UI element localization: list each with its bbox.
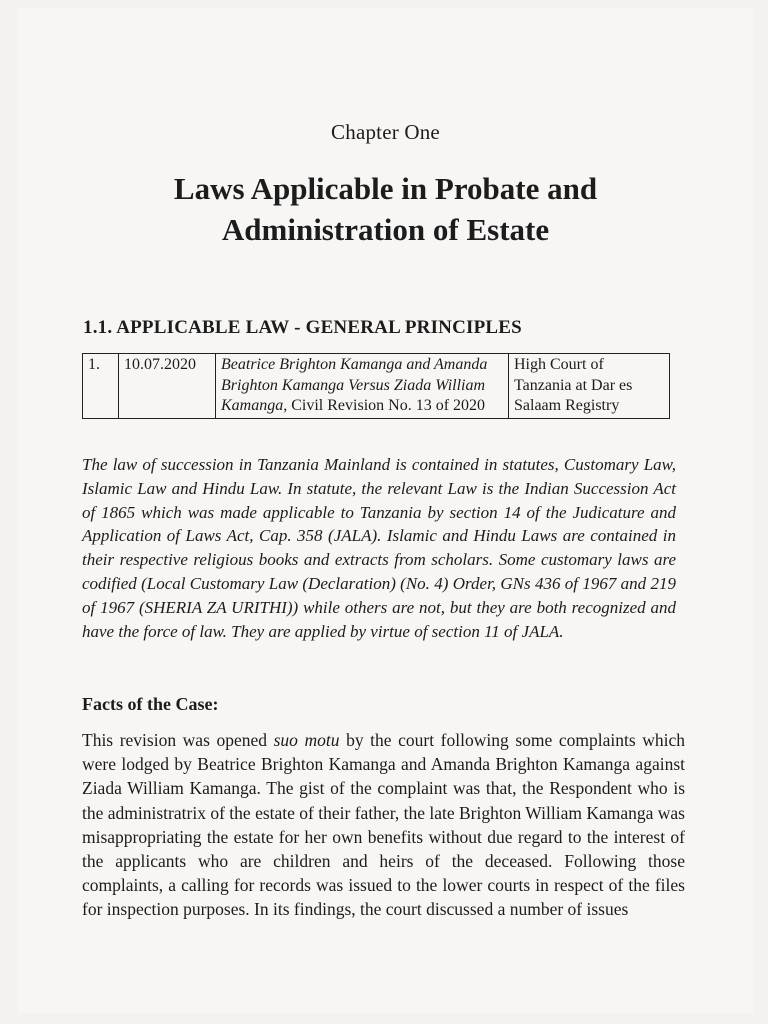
- chapter-title: [18, 168, 753, 250]
- case-citation: [216, 354, 509, 419]
- case-court: High Court of Tanzania at Dar es Salaam Registry: [509, 354, 670, 419]
- case-date: 10.07.2020: [119, 354, 216, 419]
- case-number: 1.: [83, 354, 119, 419]
- facts-heading: Facts of the Case:: [82, 694, 219, 714]
- principle-paragraph: The law of succession in Tanzania Mainland is contained in statutes, Customary Law, Islamic Law and Hindu Law. In statute, the relevant Law is the Indian Succession Act of 1865 which was made applicable to Tanzania by section 14 of the Judicature and Application of Laws Act, Cap. 358 (JALA). Islamic and Hindu Laws are contained in their respective religious books and extracts from scholars. Some customary laws are codified (Local Customary Law (Declaration) (No. 4) Order, GNs 436 of 1967 and 219 of 1967 (SHERIA ZA URITHI)) while others are not, but they are both recognized and have the force of law. They are applied by virtue of section 11 of JALA.: [82, 455, 676, 641]
- facts-paragraph: [82, 728, 685, 922]
- facts-text-emphasis: suo motu: [273, 730, 340, 750]
- section-heading: 1.1. APPLICABLE LAW - GENERAL PRINCIPLES: [83, 317, 522, 338]
- facts-text-start: This revision was opened: [82, 730, 274, 750]
- chapter-label: Chapter One: [331, 120, 440, 144]
- book-page: [18, 8, 753, 1013]
- case-name: Beatrice Brighton Kamanga and Amanda Brighton Kamanga Versus Ziada William Kamanga: [221, 356, 488, 414]
- chapter-title-line-1: Laws Applicable in Probate and: [173, 171, 598, 206]
- facts-text-rest: by the court following some complaints which were lodged by Beatrice Brighton Kamanga and Amanda Brighton Kamanga against Ziada William Kamanga. The gist of the complaint was that, the Respondent who is the administratrix of the estate of their father, the late Brighton William Kamanga was misappropriating the estate for her own benefits without due regard to the interest of the applicants who are children and heirs of the deceased. Following those complaints, a calling for records was issued to the lower courts in respect of the files for inspection purposes. In its findings, the court discussed a number of issues: [82, 730, 685, 920]
- case-reference: , Civil Revision No. 13 of 2020: [283, 397, 486, 414]
- case-table: [82, 353, 670, 419]
- chapter-title-line-2: Administration of Estate: [221, 212, 550, 247]
- table-row: [83, 354, 670, 419]
